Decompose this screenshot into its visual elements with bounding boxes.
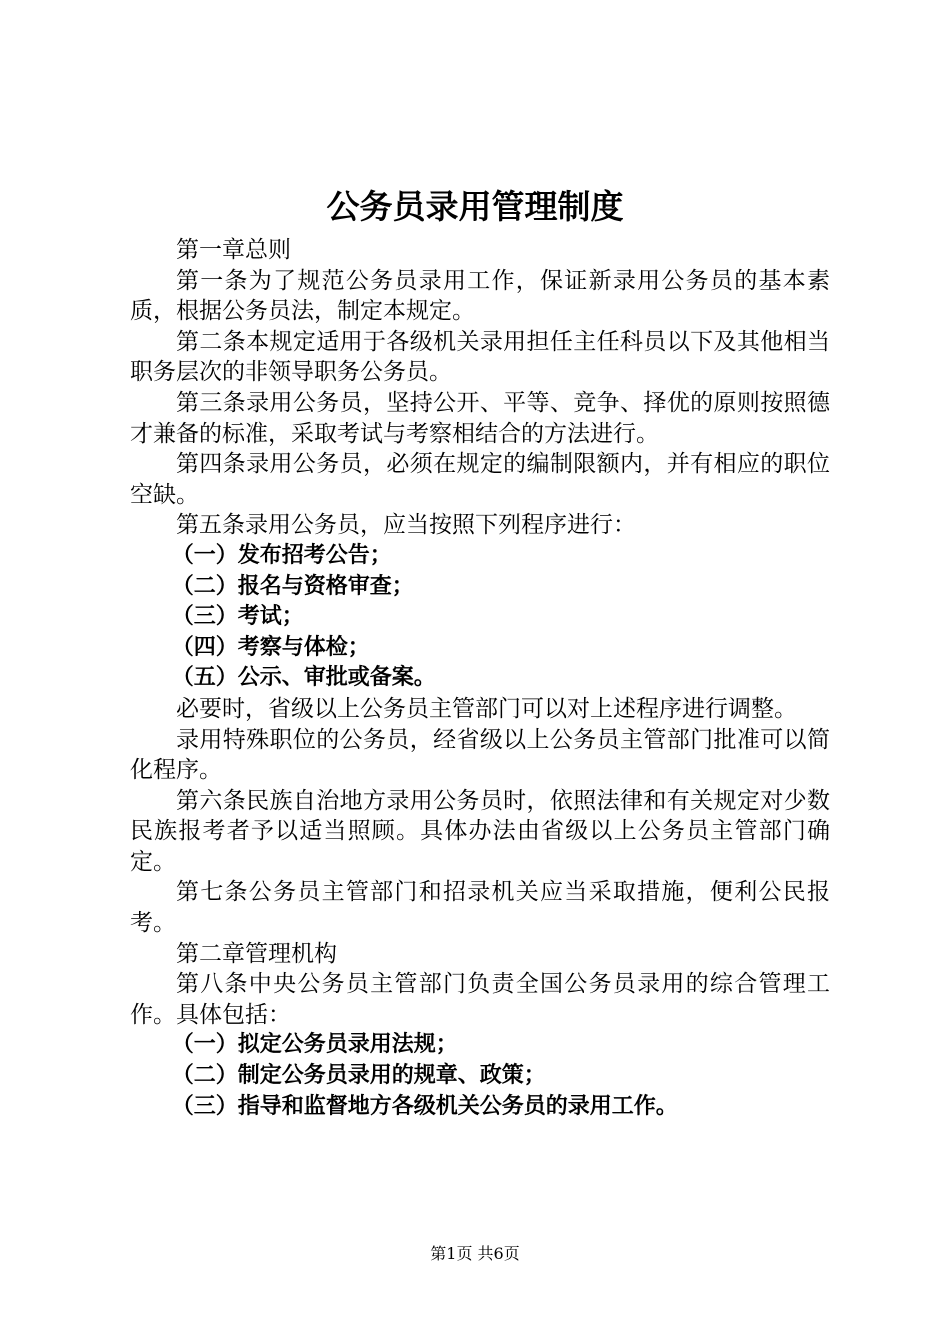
- paragraph: 第一章总则: [176, 237, 291, 263]
- list-item: （二）报名与资格审查；: [171, 573, 414, 599]
- page-number-footer: 第1页 共6页: [430, 1244, 520, 1263]
- list-item: （二）制定公务员录用的规章、政策；: [171, 1063, 546, 1089]
- paragraph: 第七条公务员主管部门和招录机关应当采取措施，便利公民报考。: [130, 879, 830, 937]
- list-item: （四）考察与体检；: [171, 634, 370, 660]
- paragraph: 录用特殊职位的公务员，经省级以上公务员主管部门批准可以简化程序。: [130, 726, 830, 784]
- paragraph: 第一条为了规范公务员录用工作，保证新录用公务员的基本素质，根据公务员法，制定本规定。: [130, 267, 830, 325]
- paragraph: 第四条录用公务员，必须在规定的编制限额内，并有相应的职位空缺。: [130, 451, 830, 508]
- list-item: （三）指导和监督地方各级机关公务员的录用工作。: [171, 1093, 678, 1119]
- paragraph: 第二章管理机构: [176, 940, 337, 967]
- list-item: （三）考试；: [171, 604, 304, 630]
- paragraph: 必要时，省级以上公务员主管部门可以对上述程序进行调整。: [176, 695, 797, 722]
- list-item: （一）发布招考公告；: [171, 542, 392, 568]
- document-title: 公务员录用管理制度: [326, 187, 624, 226]
- paragraph: 第八条中央公务员主管部门负责全国公务员录用的综合管理工作。具体包括：: [130, 971, 830, 1028]
- paragraph: 第二条本规定适用于各级机关录用担任主任科员以下及其他相当职务层次的非领导职务公务员。: [130, 328, 830, 386]
- paragraph: 第五条录用公务员，应当按照下列程序进行：: [176, 512, 636, 539]
- list-item: （一）拟定公务员录用法规；: [171, 1032, 458, 1058]
- paragraph: 第三条录用公务员，坚持公开、平等、竞争、择优的原则按照德才兼备的标准，采取考试与考察相结合的方法进行。: [130, 389, 830, 447]
- document-body: [130, 235, 830, 1122]
- paragraph: 第六条民族自治地方录用公务员时，依照法律和有关规定对少数民族报考者予以适当照顾。具体办法由省级以上公务员主管部门确定。: [130, 787, 830, 875]
- list-item: （五）公示、审批或备案。: [171, 665, 436, 691]
